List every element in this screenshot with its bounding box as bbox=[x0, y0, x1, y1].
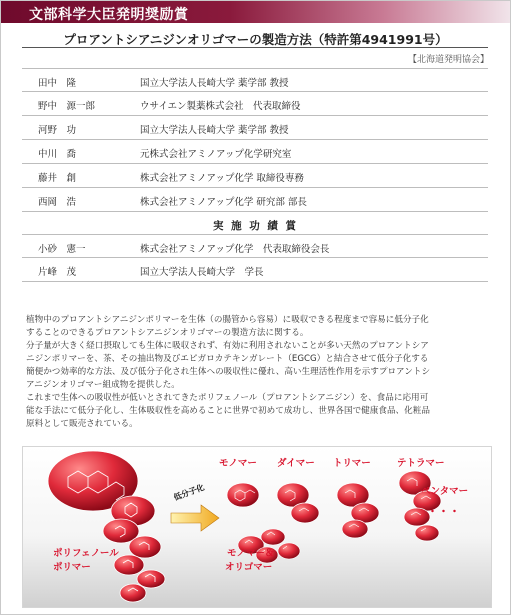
description-line: 原料として販売されている。 bbox=[26, 419, 138, 429]
right-arrow-icon bbox=[171, 505, 219, 531]
implementation-list bbox=[22, 234, 488, 282]
arrow-label: 低分子化 bbox=[172, 482, 206, 503]
polymer-chain bbox=[48, 451, 165, 602]
list-item bbox=[22, 258, 488, 282]
monomer-ball bbox=[227, 483, 259, 507]
inventor-affiliation: ウサイエン製薬株式会社 代表取締役 bbox=[140, 101, 301, 112]
organization-tag: 【北海道発明協会】 bbox=[407, 55, 489, 65]
list-item bbox=[22, 116, 488, 140]
inventor-name: 野中 源一郎 bbox=[38, 101, 96, 112]
patent-title: プロアントシアニジンオリゴマーの製造方法（特許第4941991号） bbox=[63, 32, 448, 47]
inventor-affiliation: 株式会社アミノアップ化学 研究部 部長 bbox=[140, 197, 307, 208]
list-item bbox=[22, 92, 488, 116]
list-item bbox=[22, 164, 488, 188]
description-line: 簡便かつ効率的な方法、及び低分子化され生体への吸収性に優れ、高い生理活性作用を示すプロアントシ bbox=[26, 367, 431, 377]
polymer-label-line2: ポリマー bbox=[53, 562, 91, 573]
title-divider bbox=[22, 47, 488, 48]
trimer-ball bbox=[337, 483, 379, 538]
description-line: ニジンポリマーを、茶、その抽出物及びエピガロカテキンガレート（EGCG）と結合させて低分子化する bbox=[26, 354, 429, 364]
oligomer-label-tetramer: テトラマー bbox=[397, 458, 445, 469]
inventor-name: 中川 喬 bbox=[38, 149, 77, 160]
diagram-graphic bbox=[23, 447, 492, 608]
mix-label-line1: モノマー＆ bbox=[227, 548, 275, 559]
list-item bbox=[22, 188, 488, 212]
recipient-affiliation: 国立大学法人長崎大学 学長 bbox=[140, 267, 264, 278]
polymer-label-line1: ポリフェノール bbox=[53, 548, 119, 559]
recipient-name: 片峰 茂 bbox=[38, 267, 77, 278]
inventor-name: 藤井 創 bbox=[38, 173, 77, 184]
list-item bbox=[22, 234, 488, 258]
dimer-ball bbox=[277, 483, 319, 523]
description-line: アニジンオリゴマー組成物を提供した。 bbox=[26, 380, 180, 390]
header-bar bbox=[1, 1, 510, 23]
list-item bbox=[22, 140, 488, 164]
inventor-affiliation: 国立大学法人長崎大学 薬学部 教授 bbox=[140, 78, 289, 89]
description-line: することのできるプロアントシアニジンオリゴマーの製造方法に関する。 bbox=[26, 328, 309, 338]
inventor-affiliation: 国立大学法人長崎大学 薬学部 教授 bbox=[140, 125, 289, 136]
description-line: これまで生体への吸収性が低いとされてきたポリフェノール（プロアントシアニジン）を、食品に応用可 bbox=[26, 393, 429, 403]
depolymerization-diagram bbox=[22, 446, 492, 608]
award-title: 文部科学大臣発明奨励賞 bbox=[29, 7, 189, 23]
oligomer-label-monomer: モノマー bbox=[219, 458, 257, 469]
implementation-award-heading: 実 施 功 績 賞 bbox=[212, 220, 299, 232]
inventor-name: 河野 功 bbox=[38, 125, 77, 136]
list-item bbox=[22, 68, 488, 92]
description bbox=[26, 314, 488, 431]
oligomer-label-dimer: ダイマー bbox=[277, 458, 315, 469]
more-ellipsis: ・・・ bbox=[427, 505, 460, 518]
inventor-name: 田中 隆 bbox=[38, 78, 77, 89]
oligomer-label-trimer: トリマー bbox=[333, 458, 371, 469]
inventor-name: 西岡 浩 bbox=[38, 197, 77, 208]
mix-label-line2: オリゴマー bbox=[225, 562, 273, 573]
description-line: 分子量が大きく経口摂取しても生体に吸収されず、有効に利用されないことが多い天然のプロアントシア bbox=[26, 341, 429, 351]
inventor-affiliation: 元株式会社アミノアップ化学研究室 bbox=[140, 149, 292, 160]
inventor-list bbox=[22, 68, 488, 212]
inventor-affiliation: 株式会社アミノアップ化学 取締役専務 bbox=[140, 173, 304, 184]
description-line: 能な手法にて低分子化し、生体吸収性を高めることに世界で初めて成功し、世界各国で健康食品、化粧品 bbox=[26, 406, 430, 416]
oligomer-label-pentamer: ペンタマー bbox=[421, 486, 469, 497]
recipient-affiliation: 株式会社アミノアップ化学 代表取締役会長 bbox=[140, 244, 330, 255]
recipient-name: 小砂 憲一 bbox=[38, 244, 86, 255]
description-line: 植物中のプロアントシアニジンポリマーを生体（の腸管から容易）に吸収できる程度まで容易に低分子化 bbox=[26, 315, 429, 325]
